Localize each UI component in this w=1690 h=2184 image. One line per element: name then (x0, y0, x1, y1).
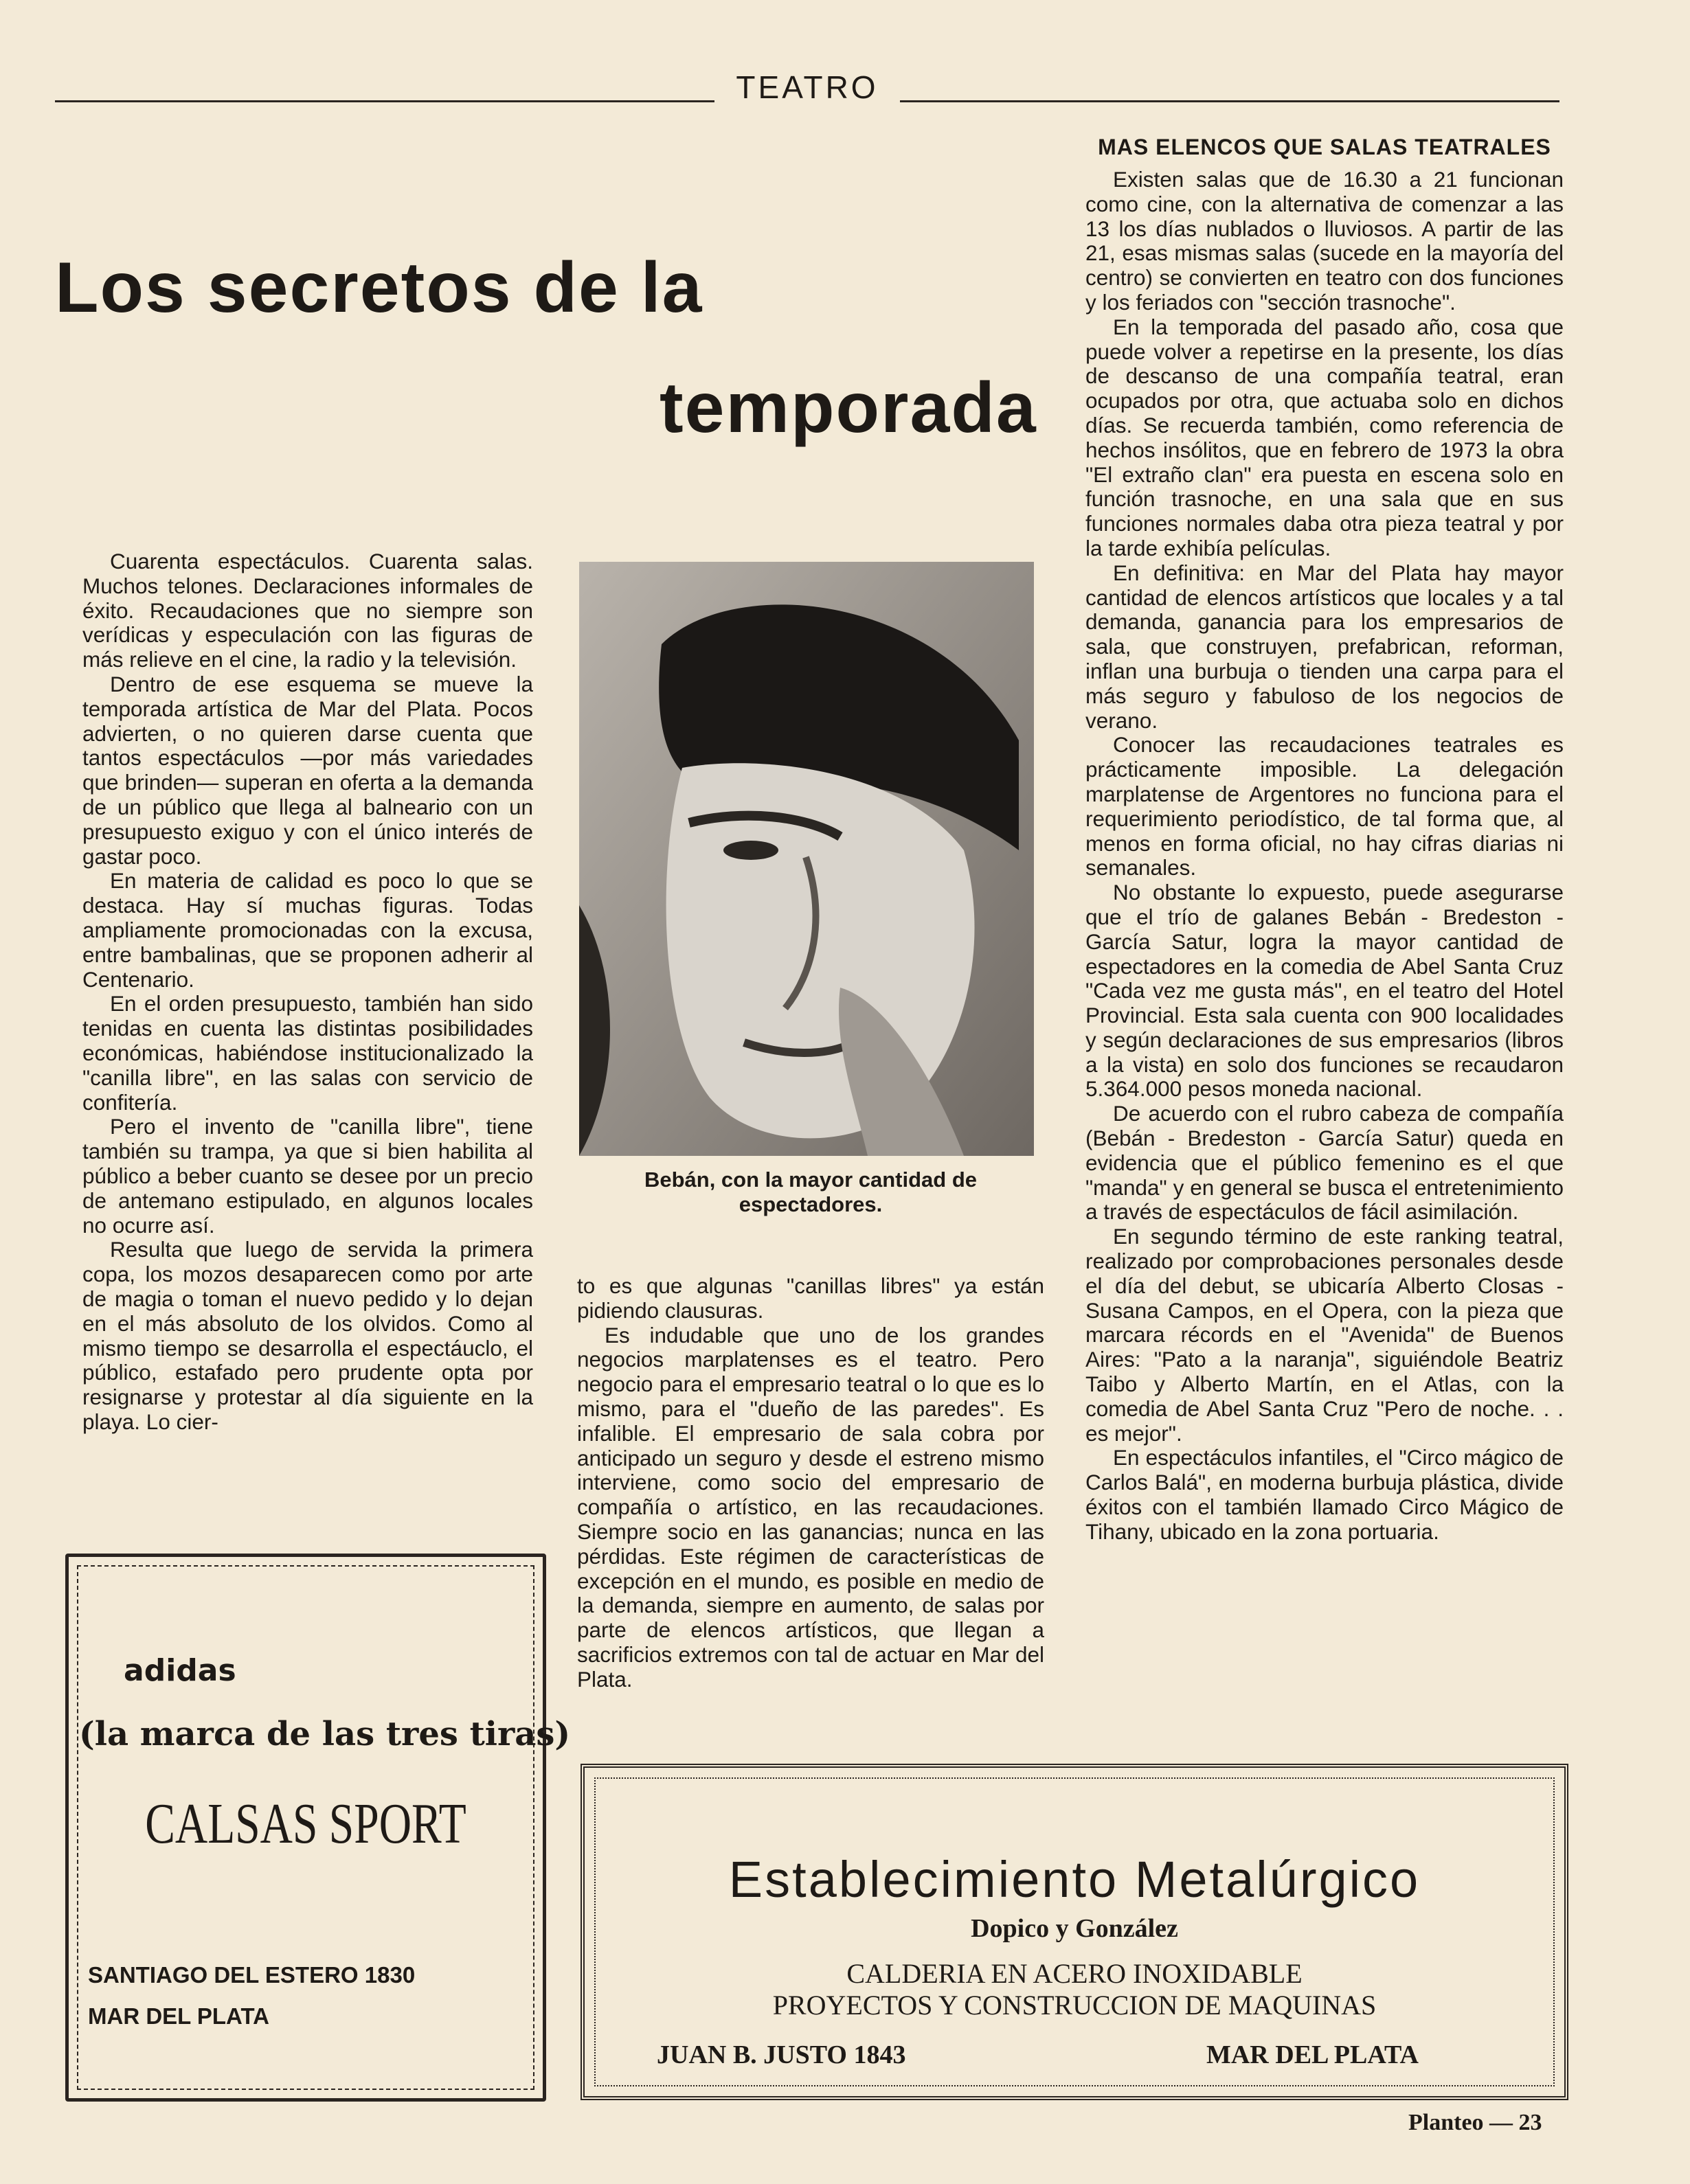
adidas-advertisement (65, 1554, 571, 2102)
ad-service-line: PROYECTOS Y CONSTRUCCION DE MAQUINAS (772, 1990, 1377, 2021)
paragraph: En espectáculos infantiles, el "Circo mágico de Carlos Balá", en moderna burbuja plástica, divide éxitos con el también llamado Circo Mágico de Tihany, ubicado en la zona portuaria. (1085, 1445, 1564, 1544)
ad-tagline: (la marca de las tres tiras) (79, 1715, 571, 1753)
page-footer: Planteo — 23 (1408, 2110, 1542, 2135)
paragraph: Es indudable que uno de los grandes negocios marplatenses es el teatro. Pero negocio para el empresario teatral o lo que es lo mismo, para el "dueño de las paredes". Es infalible. El empresario de sala cobra por anticipado un seguro y desde el estreno mismo interviene, como socio del empresario de compañía o artístico, en las recaudaciones. Siempre socio en las ganancias; nunca en las pérdidas. Este régimen de características de excepción en el mundo, es posible en medio de la demanda, siempre en aumento, de salas por parte de elencos artísticos, que llegan a sacrificios extremos con tal de actuar en Mar del Plata. (577, 1322, 1044, 1692)
ad-address: SANTIAGO DEL ESTERO 1830 (88, 1962, 416, 1988)
portrait-illustration (579, 562, 1034, 1156)
paragraph: Cuarenta espectáculos. Cuarenta salas. Muchos telones. Declaraciones informales de éxito. Recaudaciones que no siempre son verídicas y especulación con las figuras de más relieve en el cine, la radio y la televisión. (82, 549, 533, 672)
article-column-2 (577, 1274, 1044, 1692)
section-label: TEATRO (736, 69, 879, 105)
paragraph: to es que algunas "canillas libres" ya están pidiendo clausuras. (577, 1273, 1044, 1323)
article-title-line-2: temporada (660, 368, 1037, 448)
article-column-1 (82, 549, 533, 1435)
paragraph: En la temporada del pasado año, cosa que puede volver a repetirse en la presente, los días de descanso de una compañía teatral, eran ocupados por otra, que actuaba solo en dichos días. Se recuerda también, como referencia de hechos insólitos, que en febrero de 1973 la obra "El extraño clan" era puesta en escena solo en función trasnoche, en una sala que en sus funciones normales daba otra pieza teatral y por la tarde exhibía películas. (1085, 314, 1564, 560)
paragraph: No obstante lo expuesto, puede asegurarse que el trío de galanes Bebán - Bredeston - García Satur, logra la mayor cantidad de espectadores en la comedia de Abel Santa Cruz "Cada vez me gusta más", en el teatro del Hotel Provincial. Esta sala cuenta con 900 localidades y según declaraciones de sus empresarios (libros a la vista) en solo dos funciones se recaudaron 5.364.000 pesos moneda nacional. (1085, 880, 1564, 1102)
paragraph: En segundo término de este ranking teatral, realizado por comprobaciones personales desde el día del debut, se ubicaría Alberto Closas - Susana Campos, en el Opera, con la pieza que marcara récords en el "Avenida" de Buenos Aires: "Pato a la naranja", siguiéndole Beatriz Taibo y Alberto Martín, en el Atlas, con la comedia de Abel Santa Cruz "Pero de noche. . . es mejor". (1085, 1224, 1564, 1446)
actor-photo (579, 562, 1034, 1156)
section-rule-left (55, 100, 714, 102)
ad-service-line: CALDERIA EN ACERO INOXIDABLE (846, 1958, 1303, 1989)
ad-company-name: Establecimiento Metalúrgico (728, 1851, 1421, 1908)
paragraph: Pero el invento de "canilla libre", tiene también su trampa, ya que si bien habilita al público a beber cuanto se desee por un precio de antemano estipulado, en algunos locales no ocurre así. (82, 1114, 533, 1238)
metalurgico-advertisement (581, 1764, 1568, 2100)
ad-brand: adidas (124, 1653, 236, 1688)
paragraph: En definitiva: en Mar del Plata hay mayor cantidad de elencos artísticos que locales y a tal demanda, ganancia para los empresarios de sala, que construyen, prefabrican, reforman, inflan una burbuja o tienden una carpa para el más seguro y fabuloso de los negocios de verano. (1085, 560, 1564, 733)
ad-product: CALSAS SPORT (145, 1792, 466, 1856)
article-title-line-1: Los secretos de la (55, 248, 703, 328)
ad-address: JUAN B. JUSTO 1843 (657, 2040, 906, 2069)
ad-city: MAR DEL PLATA (1206, 2040, 1419, 2069)
article-column-3 (1085, 168, 1564, 1545)
section-rule-right (900, 100, 1559, 102)
ad-owners: Dopico y González (971, 1914, 1178, 1943)
paragraph: Dentro de ese esquema se mueve la temporada artística de Mar del Plata. Pocos advierten, o no quieren darse cuenta que tantos espectáculos —por más variedades que brinden— superan en oferta a la demanda de un público que llega al balneario con un presupuesto exiguo y con el único interés de gastar poco. (82, 671, 533, 869)
paragraph: Existen salas que de 16.30 a 21 funcionan como cine, con la alternativa de comenzar a las 13 los días nublados o lluviosos. A partir de las 21, esas mismas salas (sucede en la mayoría del centro) se convierten en teatro con dos funciones y los feriados con "sección trasnoche". (1085, 167, 1564, 315)
paragraph: En el orden presupuesto, también han sido tenidas en cuenta las distintas posibilidades económicas, habiéndose institucionalizado la "canilla libre", en las salas con servicio de confitería. (82, 991, 533, 1115)
subheading: MAS ELENCOS QUE SALAS TEATRALES (1098, 135, 1551, 159)
photo-caption: Bebán, con la mayor cantidad de espectadores. (644, 1168, 978, 1216)
paragraph: Conocer las recaudaciones teatrales es prácticamente imposible. La delegación marplatense de Argentores no funciona para el requerimiento periodístico, de tal forma que, al menos en forma oficial, no hay cifras diarias ni semanales. (1085, 732, 1564, 880)
paragraph: De acuerdo con el rubro cabeza de compañía (Bebán - Bredeston - García Satur) queda en evidencia que el público femenino es el que "manda" y en general se busca el entretenimiento a través de espectáculos de fácil asimilación. (1085, 1101, 1564, 1225)
paragraph: En materia de calidad es poco lo que se destaca. Hay sí muchas figuras. Todas ampliamente promocionadas con la excusa, entre bambalinas, que se proponen adherir al Centenario. (82, 868, 533, 992)
paragraph: Resulta que luego de servida la primera copa, los mozos desaparecen como por arte de magia o toman el nuevo pedido y lo dejan en el más absoluto de los olvidos. Como al mismo tiempo se desarrolla el espectáuclo, el público, estafado pero prudente opta por resignarse y protestar al día siguiente en la playa. Lo cier- (82, 1237, 533, 1434)
ad-city: MAR DEL PLATA (88, 2003, 269, 2029)
